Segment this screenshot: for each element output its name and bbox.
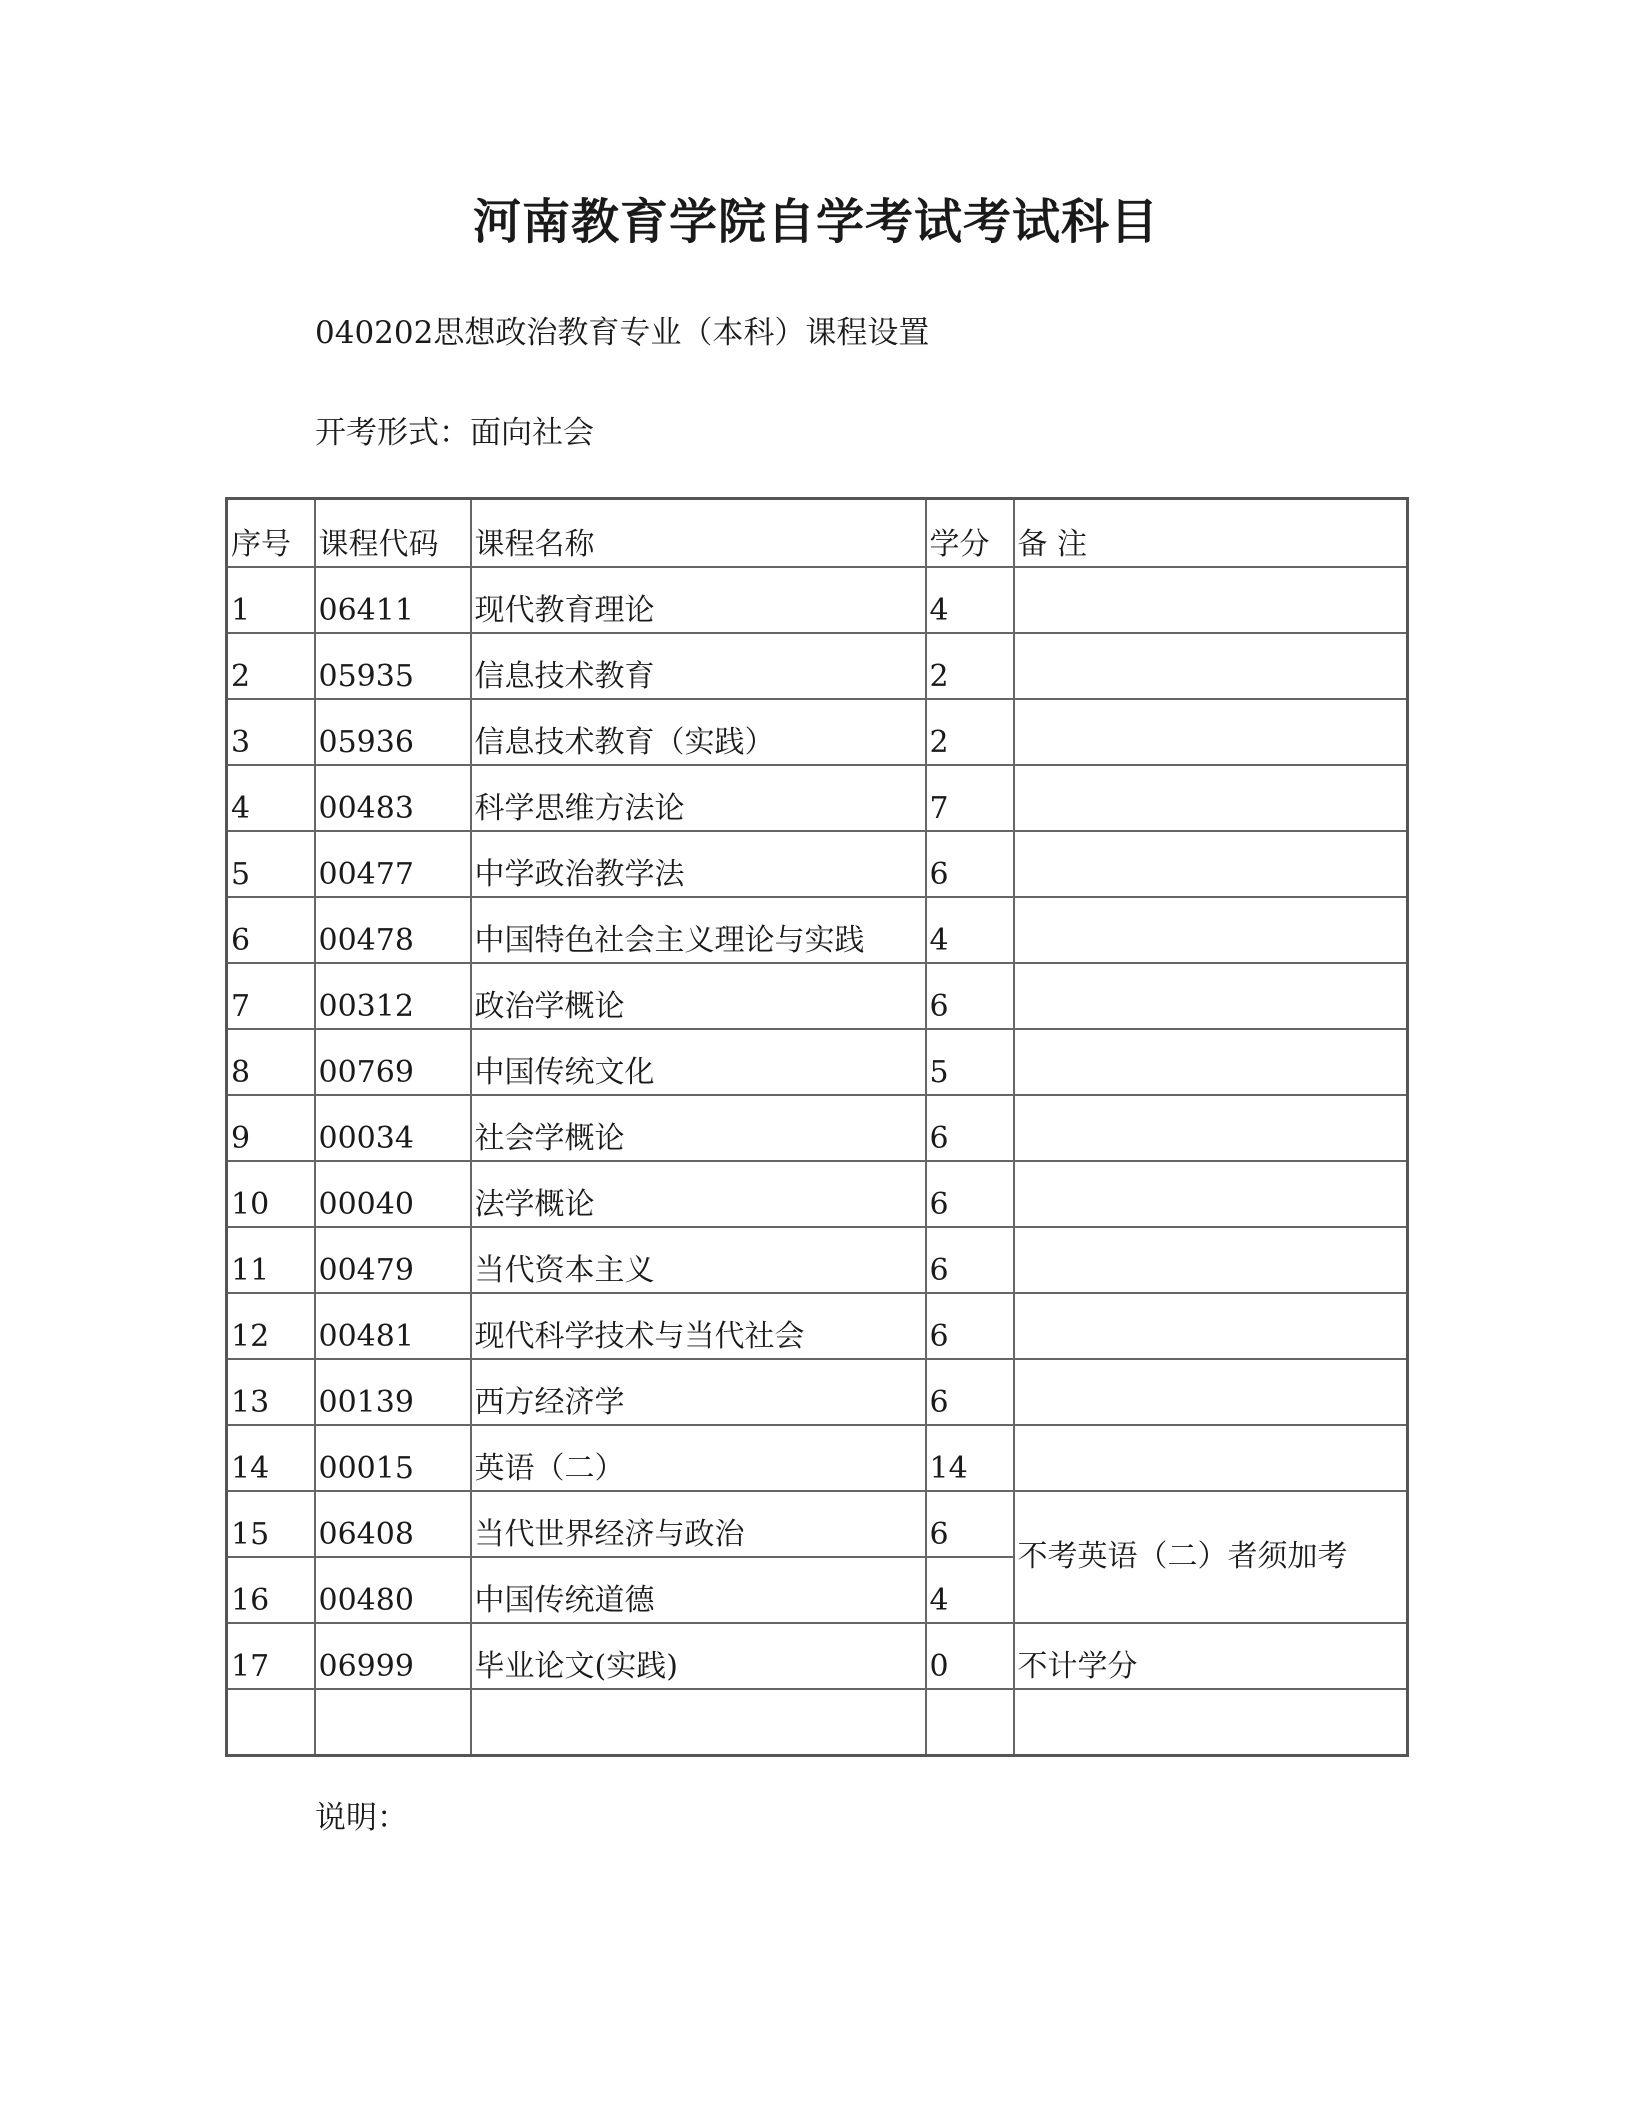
cell-code: 00478 (315, 897, 471, 963)
cell-name: 信息技术教育（实践） (471, 699, 926, 765)
cell-credit: 6 (926, 831, 1014, 897)
cell-code: 00034 (315, 1095, 471, 1161)
cell-name: 现代教育理论 (471, 567, 926, 633)
cell-remark (1014, 1227, 1408, 1293)
cell-credit: 7 (926, 765, 1014, 831)
cell-credit: 6 (926, 1161, 1014, 1227)
cell-seq: 9 (227, 1095, 315, 1161)
cell-name: 社会学概论 (471, 1095, 926, 1161)
cell-code: 00480 (315, 1557, 471, 1623)
notes-label: 说明： (315, 1800, 408, 1836)
table-row (227, 699, 1408, 765)
exam-form-text: 开考形式：面向社会 (315, 415, 594, 451)
cell-remark (1014, 1359, 1408, 1425)
cell-seq: 2 (227, 633, 315, 699)
cell-remark (1014, 699, 1408, 765)
table-row (227, 1161, 1408, 1227)
cell-remark (1014, 765, 1408, 831)
cell-code: 05936 (315, 699, 471, 765)
cell-remark (1014, 1161, 1408, 1227)
course-table (225, 497, 1409, 1757)
table-row (227, 1359, 1408, 1425)
cell-remark (1014, 567, 1408, 633)
cell-name: 中学政治教学法 (471, 831, 926, 897)
cell-credit: 6 (926, 1491, 1014, 1557)
cell-code: 06999 (315, 1623, 471, 1689)
cell-name: 西方经济学 (471, 1359, 926, 1425)
cell-code: 00139 (315, 1359, 471, 1425)
cell-seq: 11 (227, 1227, 315, 1293)
cell-seq: 12 (227, 1293, 315, 1359)
cell-remark (1014, 1425, 1408, 1491)
cell-remark: 不考英语（二）者须加考 (1014, 1491, 1408, 1623)
table-row-empty (227, 1689, 1408, 1756)
cell-remark (1014, 963, 1408, 1029)
cell-seq: 13 (227, 1359, 315, 1425)
table-row (227, 1227, 1408, 1293)
cell-remark (1014, 831, 1408, 897)
table-row (227, 633, 1408, 699)
cell-credit: 6 (926, 1227, 1014, 1293)
table-row (227, 1623, 1408, 1689)
cell-seq: 14 (227, 1425, 315, 1491)
cell-seq: 4 (227, 765, 315, 831)
cell-code: 00312 (315, 963, 471, 1029)
cell-code: 00481 (315, 1293, 471, 1359)
cell-name: 信息技术教育 (471, 633, 926, 699)
table-row (227, 1293, 1408, 1359)
cell-credit: 6 (926, 963, 1014, 1029)
cell-code: 00040 (315, 1161, 471, 1227)
cell-credit: 6 (926, 1359, 1014, 1425)
cell-credit: 4 (926, 1557, 1014, 1623)
empty-cell (1014, 1689, 1408, 1756)
cell-name: 中国特色社会主义理论与实践 (471, 897, 926, 963)
cell-name: 当代资本主义 (471, 1227, 926, 1293)
cell-seq: 5 (227, 831, 315, 897)
cell-remark: 不计学分 (1014, 1623, 1408, 1689)
empty-cell (227, 1689, 315, 1756)
empty-cell (926, 1689, 1014, 1756)
cell-code: 05935 (315, 633, 471, 699)
table-row (227, 1095, 1408, 1161)
cell-credit: 6 (926, 1293, 1014, 1359)
cell-name: 科学思维方法论 (471, 765, 926, 831)
cell-code: 06411 (315, 567, 471, 633)
cell-remark (1014, 1293, 1408, 1359)
cell-credit: 14 (926, 1425, 1014, 1491)
table-row (227, 567, 1408, 633)
cell-name: 现代科学技术与当代社会 (471, 1293, 926, 1359)
cell-credit: 2 (926, 699, 1014, 765)
cell-code: 00483 (315, 765, 471, 831)
cell-name: 政治学概论 (471, 963, 926, 1029)
cell-credit: 6 (926, 1095, 1014, 1161)
table-row (227, 1491, 1408, 1557)
cell-name: 中国传统文化 (471, 1029, 926, 1095)
cell-code: 00479 (315, 1227, 471, 1293)
table-row (227, 1425, 1408, 1491)
cell-remark (1014, 1095, 1408, 1161)
header-code: 课程代码 (315, 499, 471, 568)
table-row (227, 765, 1408, 831)
cell-name: 英语（二） (471, 1425, 926, 1491)
cell-remark (1014, 633, 1408, 699)
cell-seq: 3 (227, 699, 315, 765)
cell-seq: 17 (227, 1623, 315, 1689)
empty-cell (471, 1689, 926, 1756)
cell-code: 06408 (315, 1491, 471, 1557)
cell-seq: 15 (227, 1491, 315, 1557)
cell-remark (1014, 1029, 1408, 1095)
header-credit: 学分 (926, 499, 1014, 568)
empty-cell (315, 1689, 471, 1756)
cell-code: 00015 (315, 1425, 471, 1491)
cell-credit: 4 (926, 567, 1014, 633)
table-header-row (227, 499, 1408, 568)
cell-seq: 8 (227, 1029, 315, 1095)
cell-seq: 1 (227, 567, 315, 633)
cell-code: 00477 (315, 831, 471, 897)
cell-credit: 4 (926, 897, 1014, 963)
cell-seq: 10 (227, 1161, 315, 1227)
table-row (227, 897, 1408, 963)
cell-name: 法学概论 (471, 1161, 926, 1227)
header-seq: 序号 (227, 499, 315, 568)
table-row (227, 963, 1408, 1029)
cell-credit: 0 (926, 1623, 1014, 1689)
cell-seq: 16 (227, 1557, 315, 1623)
cell-credit: 5 (926, 1029, 1014, 1095)
cell-remark (1014, 897, 1408, 963)
page-title: 河南教育学院自学考试考试科目 (472, 194, 1159, 250)
header-name: 课程名称 (471, 499, 926, 568)
table-row (227, 831, 1408, 897)
cell-name: 中国传统道德 (471, 1557, 926, 1623)
header-remark: 备 注 (1014, 499, 1408, 568)
program-subtitle: 040202思想政治教育专业（本科）课程设置 (315, 315, 930, 351)
cell-name: 毕业论文(实践) (471, 1623, 926, 1689)
cell-name: 当代世界经济与政治 (471, 1491, 926, 1557)
table-row (227, 1029, 1408, 1095)
cell-seq: 6 (227, 897, 315, 963)
cell-credit: 2 (926, 633, 1014, 699)
cell-code: 00769 (315, 1029, 471, 1095)
cell-seq: 7 (227, 963, 315, 1029)
